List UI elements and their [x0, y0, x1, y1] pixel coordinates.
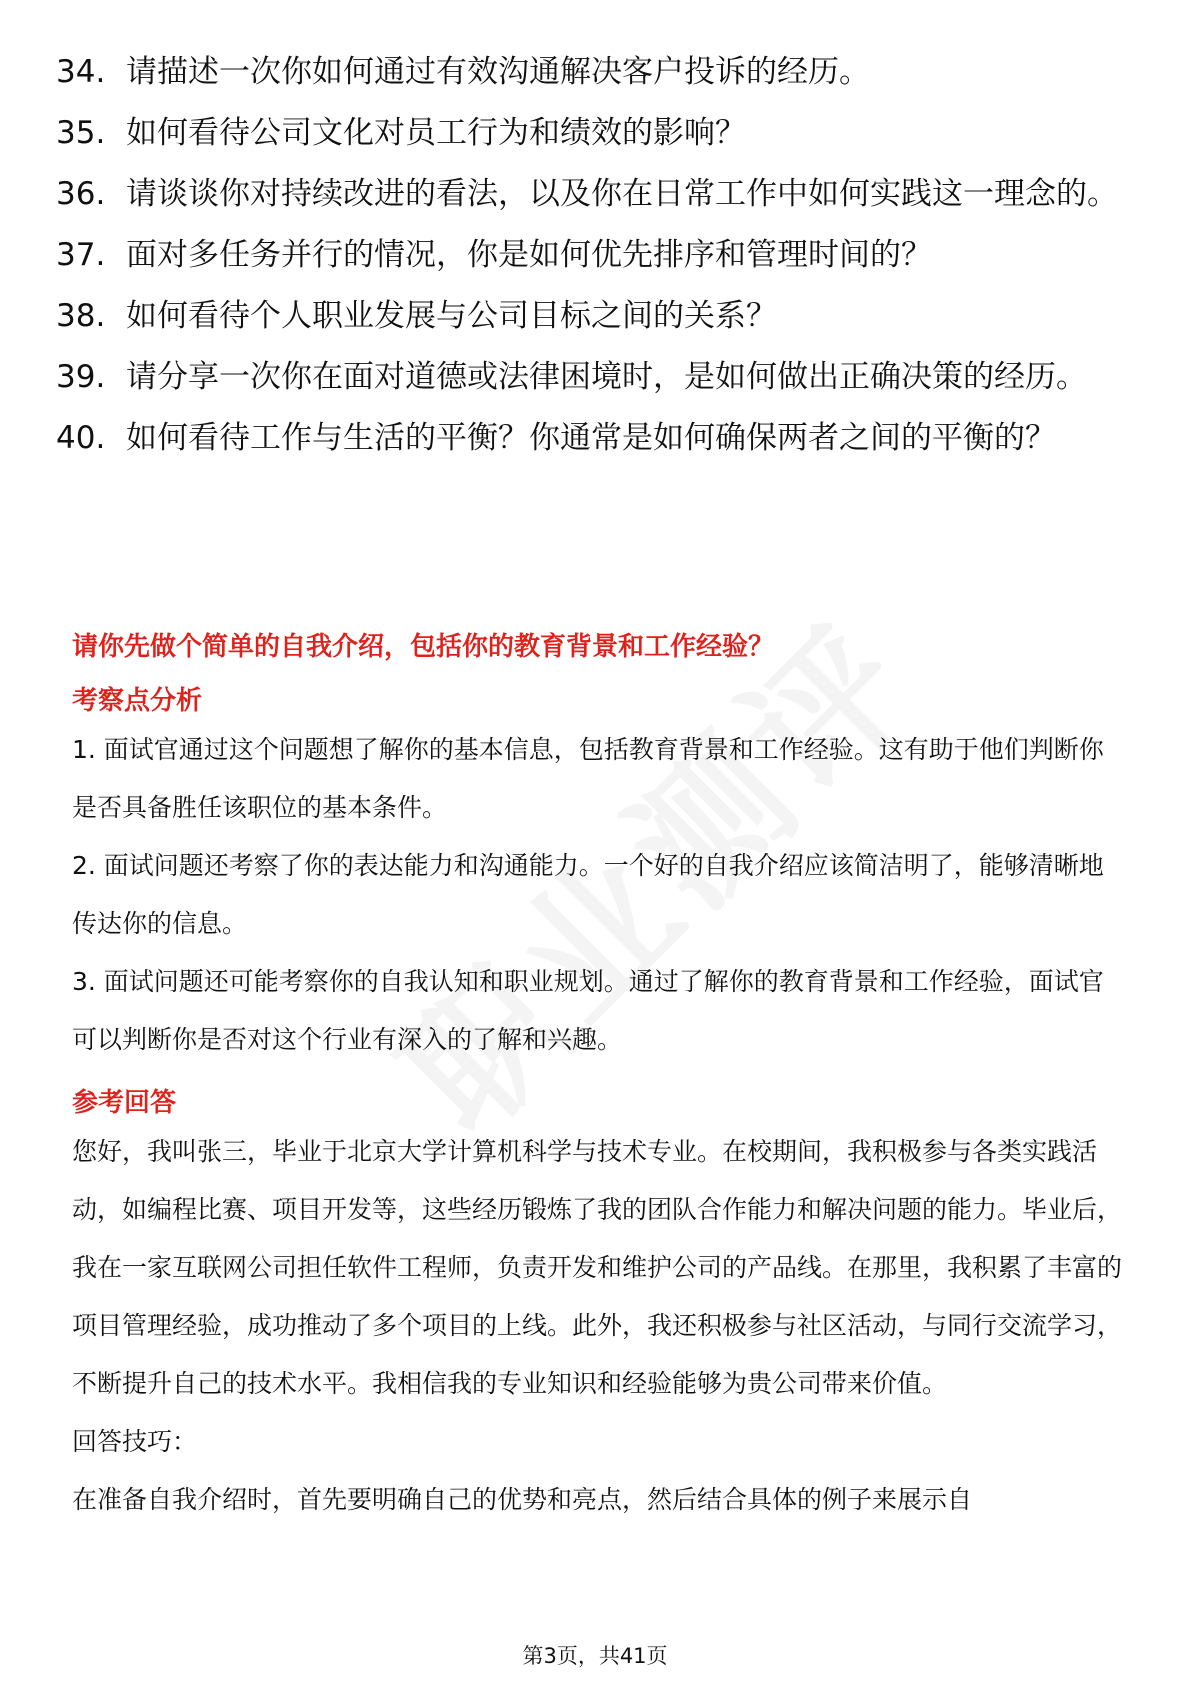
question-item: [56, 52, 1136, 93]
question-text: 如何看待工作与生活的平衡？你通常是如何确保两者之间的平衡的？: [126, 420, 1056, 456]
question-number: 36.: [56, 176, 106, 212]
question-list: [56, 52, 1136, 479]
question-text: 请描述一次你如何通过有效沟通解决客户投诉的经历。: [126, 54, 870, 90]
tips-heading: 回答技巧：: [72, 1427, 198, 1456]
analysis-point: 2. 面试问题还考察了你的表达能力和沟通能力。一个好的自我介绍应该简洁明了，能够清晰地传达你的信息。: [72, 851, 1104, 938]
question-number: 39.: [56, 359, 106, 395]
question-item: [56, 357, 1136, 398]
analysis-point: 3. 面试问题还可能考察你的自我认知和职业规划。通过了解你的教育背景和工作经验，面试官可以判断你是否对这个行业有深入的了解和兴趣。: [72, 967, 1104, 1054]
question-text: 请分享一次你在面对道德或法律困境时，是如何做出正确决策的经历。: [126, 359, 1087, 395]
answer-heading: 参考回答: [72, 1088, 177, 1118]
page-footer: 第3页，共41页: [522, 1644, 668, 1668]
question-item: [56, 113, 1136, 154]
tips-text: 在准备自我介绍时，首先要明确自己的优势和亮点，然后结合具体的例子来展示自: [72, 1485, 973, 1514]
question-item: [56, 418, 1136, 459]
question-text: 请谈谈你对持续改进的看法，以及你在日常工作中如何实践这一理念的。: [126, 176, 1118, 212]
question-number: 37.: [56, 237, 106, 273]
question-item: [56, 235, 1136, 276]
question-text: 如何看待个人职业发展与公司目标之间的关系？: [126, 298, 777, 334]
answer-section: [72, 627, 1128, 1529]
question-item: [56, 296, 1136, 337]
question-number: 35.: [56, 115, 106, 151]
answer-text: 您好，我叫张三，毕业于北京大学计算机科学与技术专业。在校期间，我积极参与各类实践活动，如编程比赛、项目开发等，这些经历锻炼了我的团队合作能力和解决问题的能力。毕业后，我在一家互联网公司担任软件工程师，负责开发和维护公司的产品线。在那里，我积累了丰富的项目管理经验，成功推动了多个项目的上线。此外，我还积极参与社区活动，与同行交流学习，不断提升自己的技术水平。我相信我的专业知识和经验能够为贵公司带来价值。: [72, 1137, 1123, 1398]
section-question: 请你先做个简单的自我介绍，包括你的教育背景和工作经验？: [72, 632, 775, 662]
analysis-point: 1. 面试官通过这个问题想了解你的基本信息，包括教育背景和工作经验。这有助于他们判断你是否具备胜任该职位的基本条件。: [72, 735, 1104, 822]
question-number: 38.: [56, 298, 106, 334]
question-number: 34.: [56, 54, 106, 90]
question-number: 40.: [56, 420, 106, 456]
question-item: [56, 174, 1136, 215]
question-text: 面对多任务并行的情况，你是如何优先排序和管理时间的？: [126, 237, 932, 273]
question-text: 如何看待公司文化对员工行为和绩效的影响？: [126, 115, 746, 151]
analysis-heading: 考察点分析: [72, 686, 203, 716]
